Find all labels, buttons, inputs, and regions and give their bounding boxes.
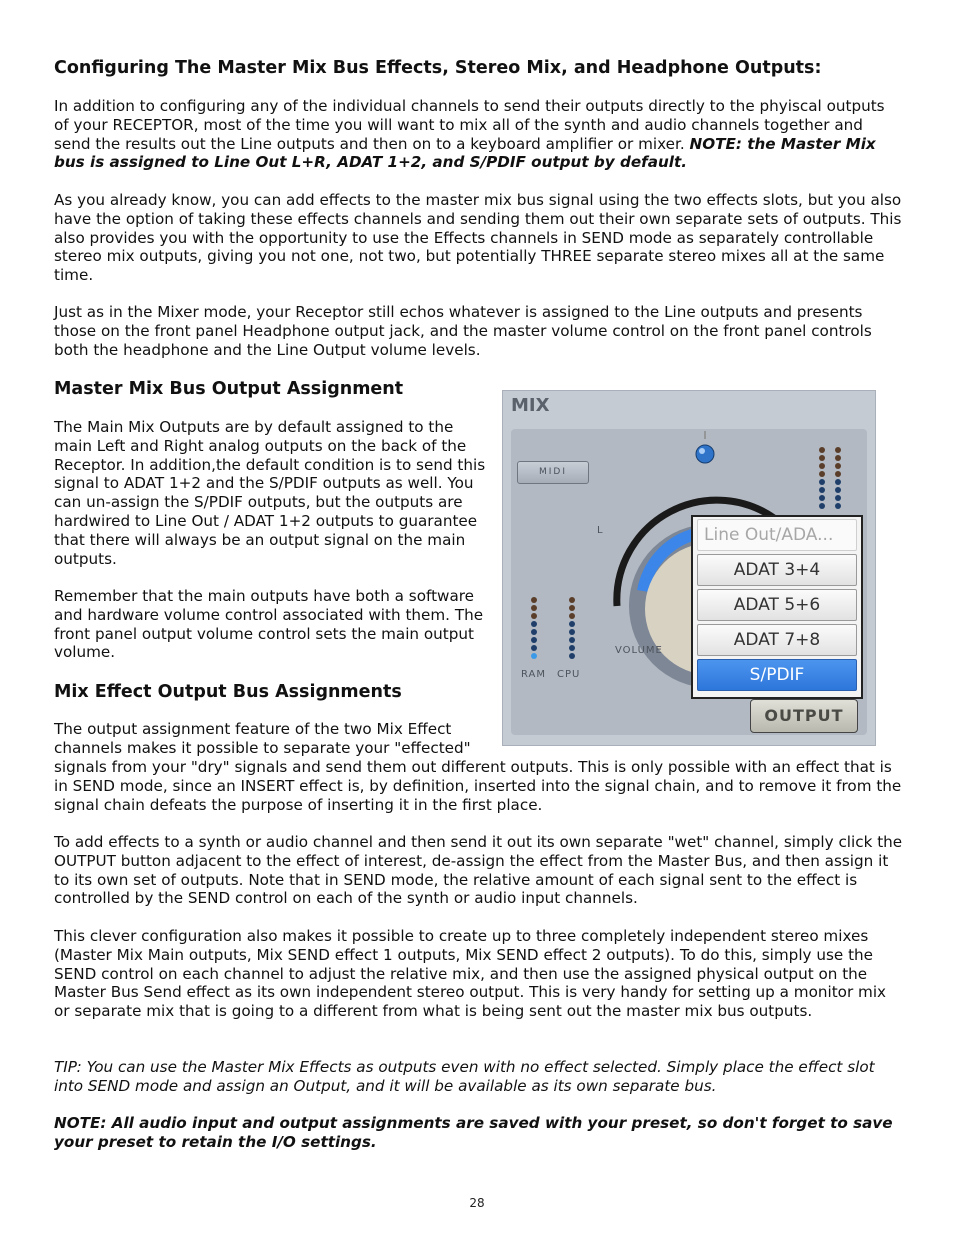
output-button[interactable]: OUTPUT — [750, 699, 858, 733]
page-title: Configuring The Master Mix Bus Effects, Stereo Mix, and Headphone Outputs: — [54, 58, 822, 78]
intro-note: NOTE: the Master Mix bus is assigned to Line Out L+R, ADAT 1+2, and S/PDIF output by default. — [54, 134, 876, 172]
mix-effect-paragraph-2: To add effects to a synth or audio channel and then send it out its own separate "wet" channel, simply click the OUTPUT button adjacent to the effect of interest, de-assign the effect from the Master Bus, and then assign it to its own set of outputs. Note that in SEND mode, the relative amount of each signal sent to the effect is controlled by the SEND control on each of the synth or audio input channels. — [54, 833, 903, 908]
output-assignment-menu — [691, 515, 863, 699]
output-meter-right — [835, 447, 841, 511]
effects-paragraph: As you already know, you can add effects to the master mix bus signal using the two effects slots, but you also have the option of taking these effects channels and sending them out their own separate sets of outputs. This also provides you with the opportunity to use the Effects channels in SEND mode as separately controllable stereo mix outputs, giving you not one, not two, but potentially THREE separate stereo mixes all at the same time. — [54, 191, 902, 285]
menu-item-adat-5-6[interactable]: ADAT 5+6 — [697, 589, 857, 621]
cpu-label: CPU — [557, 669, 581, 680]
section-heading-mix-effect: Mix Effect Output Bus Assignments — [54, 682, 402, 702]
knob-left-label: L — [597, 525, 604, 536]
intro-paragraph — [54, 97, 904, 172]
mix-title: MIX — [511, 395, 550, 416]
page-number: 28 — [469, 1196, 485, 1210]
ram-label: RAM — [521, 669, 547, 680]
menu-item-adat-7-8[interactable]: ADAT 7+8 — [697, 624, 857, 656]
intro-text: In addition to configuring any of the individual channels to send their outputs directly to the phyiscal outputs of your RECEPTOR, most of the time you will want to mix all of the synth and audio channels together and send the results out the Line outputs and then on to a keyboard amplifier or mixer. — [54, 97, 885, 153]
headphone-paragraph: Just as in the Mixer mode, your Receptor still echos whatever is assigned to the Line outputs and presents those on the front panel Headphone output jack, and the master volume control on the front panel controls both the headphone and the Line Output volume levels. — [54, 303, 872, 359]
final-note: NOTE: All audio input and output assignments are saved with your preset, so don't forget to save your preset to retain the I/O settings. — [54, 1114, 893, 1151]
midi-button[interactable]: MIDI — [517, 461, 589, 484]
section-heading-master-mix: Master Mix Bus Output Assignment — [54, 379, 404, 399]
master-mix-paragraph-2: Remember that the main outputs have both a software and hardware volume control associated with them. The front panel output volume control sets the main output volume. — [54, 587, 484, 662]
menu-item-spdif[interactable]: S/PDIF — [697, 659, 857, 691]
volume-label: VOLUME — [615, 645, 663, 656]
cpu-meter — [569, 597, 575, 661]
output-meter-left — [819, 447, 825, 511]
tip-text: TIP: You can use the Master Mix Effects as outputs even with no effect selected. Simply place the effect slot into SEND mode and assign an Output, and it will be available as its own separate bus. — [54, 1058, 875, 1095]
mix-effect-paragraph-3: This clever configuration also makes it possible to create up to three completely independent stereo mixes (Master Mix Main outputs, Mix SEND effect 1 outputs, Mix SEND effect 2 outputs). To do this, simply use the SEND control on each channel to adjust the relative mix, and then use the assigned physical output on the Master Bus Send effect as its own independent stereo output. This is very handy for setting up a monitor mix or separate mix that is going to a different from what is being sent out the master mix bus outputs. — [54, 927, 887, 1021]
ram-meter — [531, 597, 537, 661]
mix-effect-paragraph-1a: The output assignment feature of the two Mix Effect channels makes it possible to separate your "effected" — [54, 720, 471, 757]
menu-item-line-out-adat[interactable]: Line Out/ADA... — [697, 519, 857, 551]
menu-item-adat-3-4[interactable]: ADAT 3+4 — [697, 554, 857, 586]
master-mix-paragraph-1: The Main Mix Outputs are by default assigned to the main Left and Right analog outputs on the back of the Receptor. In addition,the default condition is to send this signal to ADAT 1+2 and the S/PDIF outputs as well. You can un-assign the S/PDIF outputs, but the outputs are hardwired to Line Out / ADAT 1+2 outputs to guarantee that there will always be an output signal on the main outputs. — [54, 418, 486, 568]
mix-effect-paragraph-1b: signals from your "dry" signals and send them out different outputs. This is only possible with an effect that is in SEND mode, since an INSERT effect is, by definition, inserted into the signal chain, and to remove it from the signal chain defeats the purpose of inserting it in the first place. — [54, 758, 902, 814]
mix-screenshot — [502, 390, 876, 746]
